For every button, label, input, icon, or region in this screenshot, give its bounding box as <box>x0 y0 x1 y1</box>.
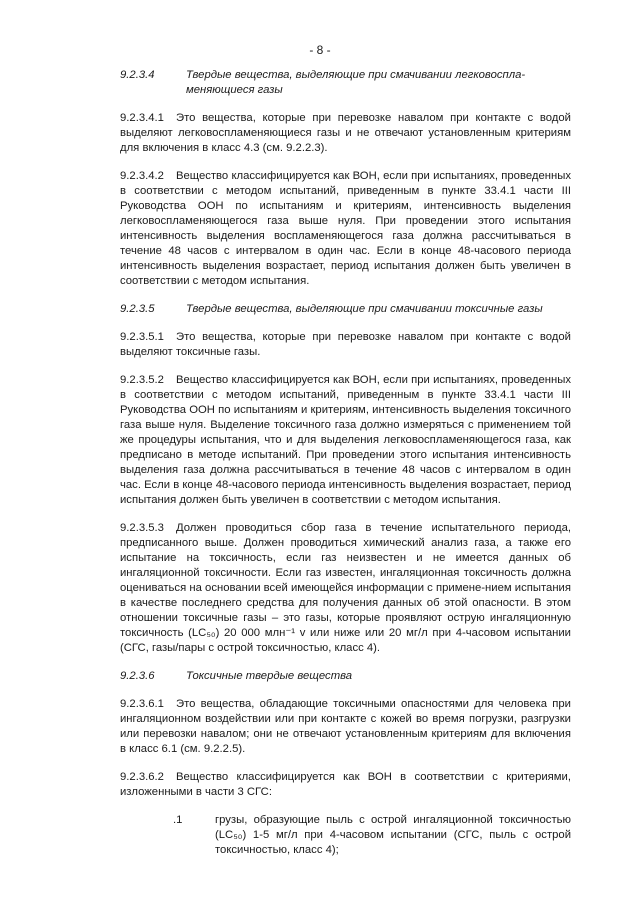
section-heading <box>120 669 571 684</box>
paragraph-text: Это вещества, обладающие токсичными опасностями для человека при ингаляционном воздействии или при контакте с кожей во время погрузки, разгрузки или перевозки навалом; они не отвечают установленным критериям для включения в класс 6.1 (см. 9.2.2.5). <box>120 698 571 755</box>
paragraph-number: 9.2.3.6.1 <box>120 698 164 710</box>
page-number: - 8 - <box>309 43 331 57</box>
paragraph-text: Должен проводиться сбор газа в течение испытательного периода, предписанного выше. Должен проводиться химический анализ газа, а также его испытание на токсичность, если газ неизвестен и не имеется данных об ингаляционной токсичности. Если газ известен, ингаляционная токсичность должна оцениваться на основании всей имеющейся информации с примене-нием испытания в качестве последнего средства для получения данных об этой опасности. В этом отношении токсичные газы – это газы, которые проявляют острую ингаляционную токсичность (LC₅₀) 20 000 млн⁻¹ v или ниже или 20 мг/л при 4-часовом испытании (СГС, газы/пары с острой токсичностью, класс 4). <box>120 522 571 654</box>
paragraph-number: 9.2.3.6.2 <box>120 771 164 783</box>
paragraph <box>120 330 571 360</box>
paragraph <box>120 770 571 800</box>
paragraph-text: Вещество классифицируется как ВОН, если при испытаниях, проведенных в соответствии с методом испытаний, приведенным в пункте 33.4.1 части III Руководства ООН по испытаниям и критериям, интенсивность выделения легковоспламеняющегося газа выше нуля. При проведении этого испытания интенсивность выделения воспламеняющегося газа должна рассчитываться в течение 48 часов с интервалом в один час. Если в конце 48-часового периода интенсивность выделения возрастает, период испытания должен быть увеличен в соответствии с методом испытания. <box>120 170 571 287</box>
section-heading <box>120 302 571 317</box>
section-number: 9.2.3.4 <box>120 69 155 81</box>
paragraph-number: 9.2.3.4.1 <box>120 112 164 124</box>
paragraph <box>120 373 571 508</box>
paragraph-text: Это вещества, которые при перевозке навалом при контакте с водой выделяют токсичные газы. <box>120 331 571 358</box>
section-number: 9.2.3.5 <box>120 303 155 315</box>
section-number: 9.2.3.6 <box>120 670 155 682</box>
section-heading <box>120 68 571 98</box>
paragraph-text: Это вещества, которые при перевозке навалом при контакте с водой выделяют легковоспламеняющиеся газы и не отвечают установленным критериям для включения в класс 4.3 (см. 9.2.2.3). <box>120 112 571 154</box>
paragraph-number: 9.2.3.5.3 <box>120 522 164 534</box>
paragraph <box>120 697 571 757</box>
paragraph-number: 9.2.3.4.2 <box>120 170 164 182</box>
paragraph <box>120 111 571 156</box>
list-item-number: .1 <box>173 814 183 826</box>
list-item <box>173 813 571 858</box>
document-body <box>120 68 571 858</box>
section-title: Твердые вещества, выделяющие при смачивании легковоспла-меняющиеся газы <box>186 69 526 96</box>
section-title: Токсичные твердые вещества <box>186 670 353 682</box>
section-title: Твердые вещества, выделяющие при смачивании токсичные газы <box>186 303 543 315</box>
paragraph-text: Вещество классифицируется как ВОН, если при испытаниях, проведенных в соответствии с методом испытаний, приведенным в пункте 33.4.1 части III Руководства ООН по испытаниям и критериям, интенсивность выделения токсичного газа выше нуля. Выделение токсичного газа должно измеряться с применением той же процедуры испытания, что и для выделения легковоспламеняющегося газа, как предписано в методе испытаний. При проведении этого испытания интенсивность выделения газа должна рассчитываться в течение 48 часов с интервалом в один час. Если в конце 48-часового периода интенсивность выделения возрастает, период испытания должен быть увеличен в соответствии с методом испытания. <box>120 374 571 506</box>
paragraph-number: 9.2.3.5.2 <box>120 374 164 386</box>
paragraph <box>120 169 571 289</box>
paragraph-text: Вещество классифицируется как ВОН в соответствии с критериями, изложенными в части 3 СГС: <box>120 771 571 798</box>
list-item-text: грузы, образующие пыль с острой ингаляционной токсичностью (LC₅₀) 1-5 мг/л при 4-часовом испытании (СГС, пыль с острой токсичностью, класс 4); <box>215 814 571 856</box>
paragraph <box>120 521 571 656</box>
paragraph-number: 9.2.3.5.1 <box>120 331 164 343</box>
